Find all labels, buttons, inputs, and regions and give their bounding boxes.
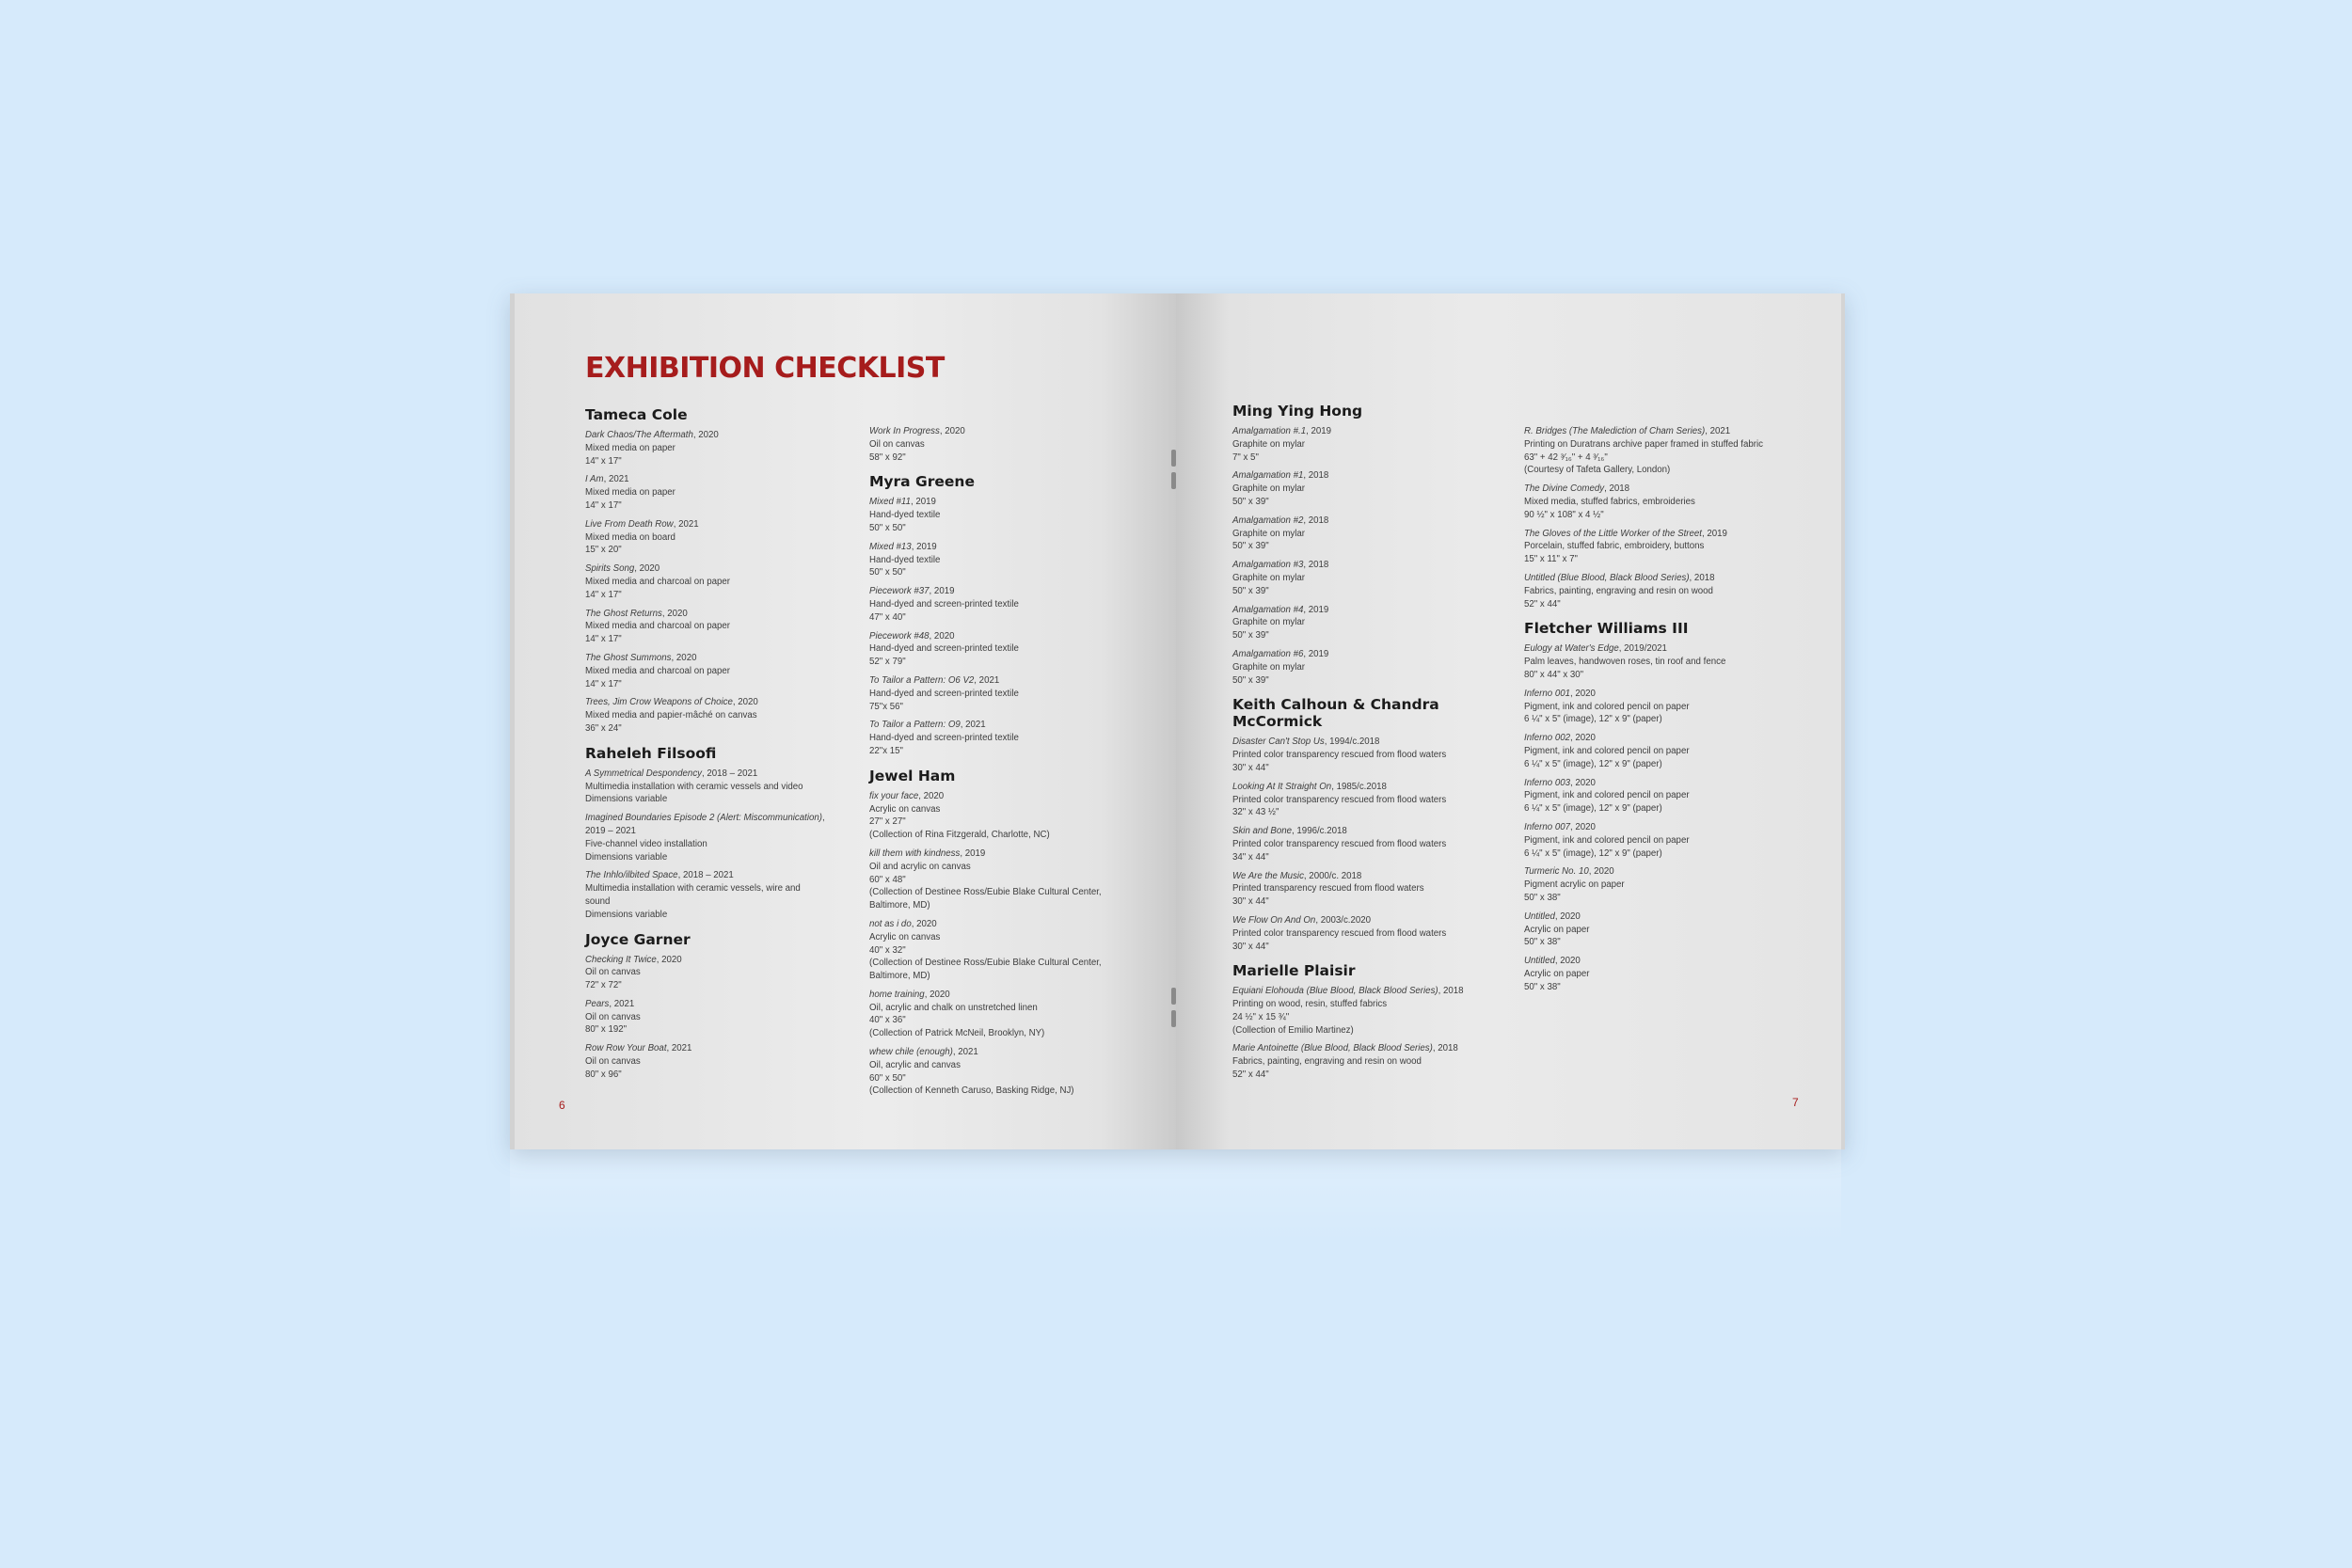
artwork-entry: Spirits Song, 2020 Mixed media and charcoal on paper 14" x 17" — [585, 563, 731, 600]
left-column-2 — [869, 425, 1152, 1103]
artwork-entry: R. Bridges (The Malediction of Cham Series), 2021 Printing on Duratrans archive paper framed in stuffed fabric 63" + 42 ³⁄₁₆" + 4 ³⁄₁₆" (Courtesy of Tafeta Gallery, London) — [1524, 426, 1763, 476]
artwork-entry: The Ghost Summons, 2020 Mixed media and charcoal on paper 14" x 17" — [585, 652, 731, 689]
artwork-entry: Turmeric No. 10, 2020 Pigment acrylic on paper 50" x 38" — [1524, 866, 1625, 903]
artwork-entry: Inferno 003, 2020 Pigment, ink and colored pencil on paper 6 ¼" x 5" (image), 12" x 9" (paper) — [1524, 777, 1690, 815]
left-column-1 — [585, 406, 844, 1087]
artwork-entry: whew chile (enough), 2021 Oil, acrylic and canvas 60" x 50" (Collection of Kenneth Caruso, Basking Ridge, NJ) — [869, 1047, 1074, 1097]
artwork-entry: Equiani Elohouda (Blue Blood, Black Blood Series), 2018 Printing on wood, resin, stuffed fabrics 24 ½" x 15 ¾" (Collection of Emilio Martinez) — [1232, 986, 1464, 1036]
artist-name: Tameca Cole — [585, 406, 688, 423]
artwork-entry: Skin and Bone, 1996/c.2018 Printed color transparency rescued from flood waters 34" x 44" — [1232, 826, 1447, 863]
artist-name: Ming Ying Hong — [1232, 403, 1363, 420]
catalog-spread — [510, 293, 1841, 1149]
artwork-entry: Mixed #13, 2019 Hand-dyed textile 50" x 50" — [869, 541, 941, 578]
artwork-entry: Amalgamation #2, 2018 Graphite on mylar 50" x 39" — [1232, 515, 1329, 552]
artwork-entry: Checking It Twice, 2020 Oil on canvas 72" x 72" — [585, 954, 682, 991]
artwork-entry: To Tailor a Pattern: O6 V2, 2021 Hand-dyed and screen-printed textile 75"x 56" — [869, 674, 1019, 712]
artwork-entry: Piecework #48, 2020 Hand-dyed and screen-printed textile 52" x 79" — [869, 630, 1019, 668]
artist-name: Jewel Ham — [869, 767, 956, 784]
artist-name: Raheleh Filsoofi — [585, 744, 717, 762]
artwork-entry: Eulogy at Water's Edge, 2019/2021 Palm leaves, handwoven roses, tin roof and fence 80" x 44" x 30" — [1524, 643, 1726, 680]
artwork-entry: Work In Progress, 2020 Oil on canvas 58" x 92" — [869, 426, 965, 463]
artwork-entry: Amalgamation #.1, 2019 Graphite on mylar 7" x 5" — [1232, 426, 1332, 463]
page-title: EXHIBITION CHECKLIST — [585, 352, 945, 385]
artwork-entry: A Symmetrical Despondency, 2018 – 2021 Multimedia installation with ceramic vessels and video Dimensions variable — [585, 768, 803, 805]
artist-name: Myra Greene — [869, 473, 975, 491]
artwork-entry: We Flow On And On, 2003/c.2020 Printed color transparency rescued from flood waters 30" x 44" — [1232, 914, 1447, 952]
artwork-entry: Marie Antoinette (Blue Blood, Black Blood Series), 2018 Fabrics, painting, engraving and resin on wood 52" x 44" — [1232, 1043, 1458, 1081]
artwork-entry: Untitled (Blue Blood, Black Blood Series), 2018 Fabrics, painting, engraving and resin on wood 52" x 44" — [1524, 572, 1715, 610]
artwork-entry: The Ghost Returns, 2020 Mixed media and charcoal on paper 14" x 17" — [585, 608, 731, 645]
artwork-entry: Looking At It Straight On, 1985/c.2018 Printed color transparency rescued from flood waters 32" x 43 ½" — [1232, 781, 1447, 818]
artwork-entry: Amalgamation #1, 2018 Graphite on mylar 50" x 39" — [1232, 470, 1329, 507]
right-column-1 — [1232, 403, 1515, 1087]
artist-name: Marielle Plaisir — [1232, 962, 1356, 980]
artwork-entry: We Are the Music, 2000/c. 2018 Printed transparency rescued from flood waters 30" x 44" — [1232, 870, 1424, 908]
artwork-entry: home training, 2020 Oil, acrylic and chalk on unstretched linen 40" x 36" (Collection of Patrick McNeil, Brooklyn, NY) — [869, 989, 1045, 1039]
binding-staple — [1171, 988, 1176, 1005]
artwork-entry: Inferno 007, 2020 Pigment, ink and colored pencil on paper 6 ¼" x 5" (image), 12" x 9" (paper) — [1524, 821, 1690, 859]
artwork-entry: Disaster Can't Stop Us, 1994/c.2018 Printed color transparency rescued from flood waters 30" x 44" — [1232, 736, 1447, 773]
artwork-entry: Piecework #37, 2019 Hand-dyed and screen-printed textile 47" x 40" — [869, 586, 1019, 623]
binding-staple — [1171, 1010, 1176, 1027]
artist-name: Fletcher Williams III — [1524, 620, 1689, 638]
artwork-entry: Amalgamation #6, 2019 Graphite on mylar 50" x 39" — [1232, 648, 1329, 686]
page-right — [1176, 293, 1845, 1149]
artwork-entry: The Gloves of the Little Worker of the Street, 2019 Porcelain, stuffed fabric, embroidery, buttons 15" x 11" x 7" — [1524, 528, 1727, 565]
artwork-entry: Mixed #11, 2019 Hand-dyed textile 50" x 50" — [869, 497, 941, 533]
artwork-entry: Trees, Jim Crow Weapons of Choice, 2020 Mixed media and papier-mâché on canvas 36" x 24" — [585, 697, 758, 734]
spread-reflection — [510, 1149, 1841, 1243]
artwork-entry: not as i do, 2020 Acrylic on canvas 40" x 32" (Collection of Destinee Ross/Eubie Blake Cultural Center, Baltimore, MD) — [869, 918, 1102, 982]
artist-name: Joyce Garner — [585, 930, 691, 948]
artwork-entry: Inferno 001, 2020 Pigment, ink and colored pencil on paper 6 ¼" x 5" (image), 12" x 9" (paper) — [1524, 688, 1690, 725]
artwork-entry: Untitled, 2020 Acrylic on paper 50" x 38" — [1524, 956, 1590, 992]
artwork-entry: Amalgamation #3, 2018 Graphite on mylar 50" x 39" — [1232, 560, 1329, 596]
artwork-entry: I Am, 2021 Mixed media on paper 14" x 17" — [585, 474, 675, 511]
artwork-entry: To Tailor a Pattern: O9, 2021 Hand-dyed and screen-printed textile 22"x 15" — [869, 720, 1019, 756]
binding-staple — [1171, 472, 1176, 489]
artwork-entry: The Divine Comedy, 2018 Mixed media, stuffed fabrics, embroideries 90 ½" x 108" x 4 ½" — [1524, 483, 1695, 520]
artwork-entry: Inferno 002, 2020 Pigment, ink and colored pencil on paper 6 ¼" x 5" (image), 12" x 9" (paper) — [1524, 733, 1690, 769]
page-left — [510, 293, 1181, 1149]
page-number-right: 7 — [1792, 1096, 1799, 1109]
artwork-entry: fix your face, 2020 Acrylic on canvas 27" x 27" (Collection of Rina Fitzgerald, Charlotte, NC) — [869, 790, 1050, 841]
artwork-entry: Pears, 2021 Oil on canvas 80" x 192" — [585, 998, 641, 1036]
artwork-entry: The Inhlo/ilbited Space, 2018 – 2021 Multimedia installation with ceramic vessels, wire and sound Dimensions variable — [585, 870, 801, 920]
artwork-entry: kill them with kindness, 2019 Oil and acrylic on canvas 60" x 48" (Collection of Destinee Ross/Eubie Blake Cultural Center, Baltimore, MD) — [869, 847, 1102, 911]
right-column-2 — [1524, 425, 1825, 999]
artwork-entry: Live From Death Row, 2021 Mixed media on board 15" x 20" — [585, 518, 699, 556]
artwork-entry: Untitled, 2020 Acrylic on paper 50" x 38" — [1524, 911, 1590, 948]
binding-staple — [1171, 450, 1176, 467]
artwork-entry: Row Row Your Boat, 2021 Oil on canvas 80" x 96" — [585, 1043, 692, 1080]
page-number-left: 6 — [559, 1099, 565, 1112]
artwork-entry: Imagined Boundaries Episode 2 (Alert: Miscommunication), 2019 – 2021 Five-channel video installation Dimensions variable — [585, 813, 825, 863]
artwork-entry: Dark Chaos/The Aftermath, 2020 Mixed media on paper 14" x 17" — [585, 430, 719, 467]
artist-name: Keith Calhoun & Chandra McCormick — [1232, 696, 1439, 731]
artwork-entry: Amalgamation #4, 2019 Graphite on mylar 50" x 39" — [1232, 604, 1329, 641]
